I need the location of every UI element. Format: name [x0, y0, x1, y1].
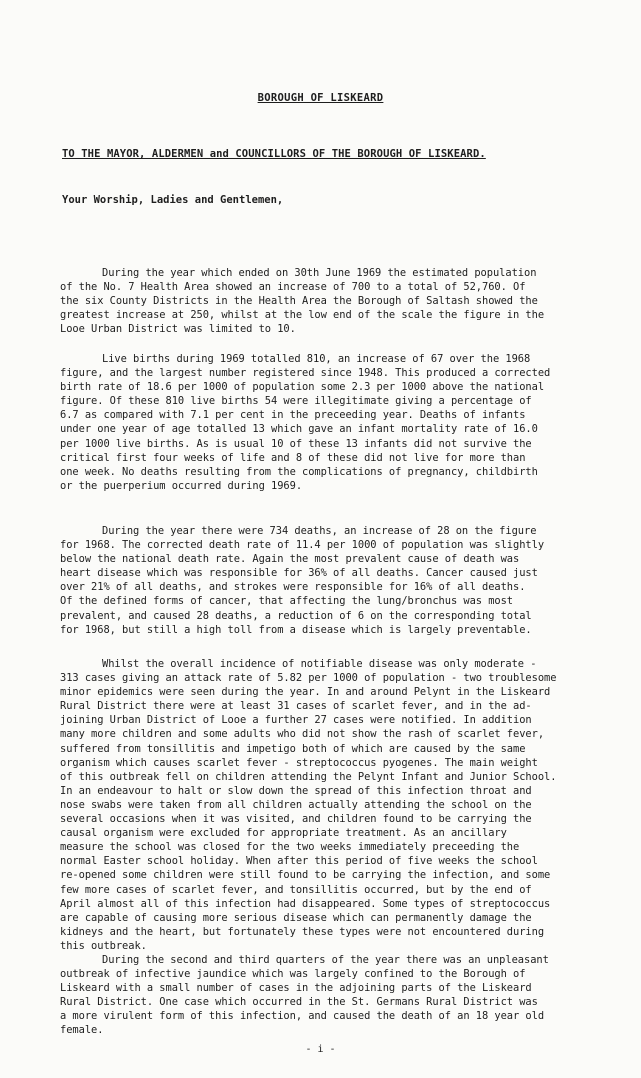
- text-line: In an endeavour to halt or slow down the spread of this infection throat and: [60, 784, 532, 797]
- text-line: normal Easter school holiday. When after this period of five weeks the school: [60, 855, 538, 868]
- text-line: female.: [60, 1024, 104, 1037]
- text-line: one week. No deaths resulting from the complications of pregnancy, childbirth: [60, 465, 538, 478]
- text-line: figure, and the largest number registered since 1948. This produced a corrected: [60, 367, 551, 380]
- text-line: over 21% of all deaths, and strokes were responsible for 16% of all deaths.: [60, 581, 526, 594]
- text-line: several occasions when it was visited, and children found to be carrying the: [60, 813, 532, 826]
- text-line: for 1968. The corrected death rate of 11.4 per 1000 of population was slightly: [60, 539, 545, 552]
- text-line: the six County Districts in the Health Area the Borough of Saltash showed the: [60, 295, 538, 308]
- text-line: few more cases of scarlet fever, and tonsillitis occurred, but by the end of: [60, 883, 532, 896]
- text-line: birth rate of 18.6 per 1000 of population some 2.3 per 1000 above the national: [60, 381, 545, 394]
- text-line: prevalent, and caused 28 deaths, a reduction of 6 on the corresponding total: [60, 609, 532, 622]
- salutation: Your Worship, Ladies and Gentlemen,: [62, 194, 284, 206]
- page-number: - i -: [305, 1044, 336, 1055]
- page-title: BOROUGH OF LISKEARD: [257, 92, 384, 104]
- text-line: suffered from tonsillitis and impetigo both of which are caused by the same: [60, 742, 526, 755]
- text-line: minor epidemics were seen during the year. In and around Pelynt in the Liskeard: [60, 686, 551, 699]
- text-line: per 1000 live births. As is usual 10 of these 13 infants did not survive the: [60, 437, 532, 450]
- text-line: greatest increase at 250, whilst at the low end of the scale the figure in the: [60, 309, 545, 322]
- text-line: figure. Of these 810 live births 54 were illegitimate giving a percentage of: [60, 395, 532, 408]
- text-line: During the year which ended on 30th June 1969 the estimated population: [102, 267, 537, 279]
- text-line: below the national death rate. Again the most prevalent cause of death was: [60, 553, 520, 566]
- text-line: Rural District. One case which occurred in the St. Germans Rural District was: [60, 996, 538, 1009]
- paragraph-notifiable-disease: [60, 657, 608, 953]
- paragraph-population: [60, 266, 608, 336]
- text-line: outbreak of infective jaundice which was largely confined to the Borough of: [60, 968, 526, 981]
- text-line: Liskeard with a small number of cases in the adjoining parts of the Liskeard: [60, 982, 532, 995]
- text-line: organism which causes scarlet fever - streptococcus pyogenes. The main weight: [60, 756, 538, 769]
- address-line: TO THE MAYOR, ALDERMEN and COUNCILLORS OF THE BOROUGH OF LISKEARD.: [62, 148, 486, 160]
- text-line: Rural District there were at least 31 cases of scarlet fever, and in the ad-: [60, 700, 532, 713]
- text-line: kidneys and the heart, but fortunately these types were not encountered during: [60, 925, 545, 938]
- text-line: measure the school was closed for the two weeks immediately preceeding the: [60, 841, 520, 854]
- paragraph-infective-jaundice: [60, 953, 608, 1038]
- paragraph-deaths: [60, 524, 608, 637]
- text-line: or the puerperium occurred during 1969.: [60, 479, 303, 492]
- text-line: critical first four weeks of life and 8 of these did not live for more than: [60, 451, 526, 464]
- text-line: April almost all of this infection had disappeared. Some types of streptococcus: [60, 897, 551, 910]
- text-line: During the second and third quarters of the year there was an unpleasant: [102, 954, 549, 966]
- text-line: 6.7 as compared with 7.1 per cent in the preceeding year. Deaths of infants: [60, 409, 526, 422]
- text-line: of this outbreak fell on children attending the Pelynt Infant and Junior School.: [60, 770, 557, 783]
- text-line: Whilst the overall incidence of notifiable disease was only moderate -: [102, 658, 537, 670]
- text-line: nose swabs were taken from all children actually attending the school on the: [60, 798, 532, 811]
- text-line: Of the defined forms of cancer, that affecting the lung/bronchus was most: [60, 595, 514, 608]
- text-line: of the No. 7 Health Area showed an increase of 700 to a total of 52,760. Of: [60, 281, 526, 294]
- text-line: Live births during 1969 totalled 810, an increase of 67 over the 1968: [102, 353, 531, 365]
- text-line: causal organism were excluded for appropriate treatment. As an ancillary: [60, 827, 507, 840]
- text-line: joining Urban District of Looe a further 27 cases were notified. In addition: [60, 714, 532, 727]
- text-line: heart disease which was responsible for 36% of all deaths. Cancer caused just: [60, 567, 538, 580]
- text-line: During the year there were 734 deaths, an increase of 28 on the figure: [102, 525, 537, 537]
- text-line: for 1968, but still a high toll from a disease which is largely preventable.: [60, 623, 532, 636]
- text-line: 313 cases giving an attack rate of 5.82 per 1000 of population - two troublesome: [60, 672, 557, 685]
- text-line: are capable of causing more serious disease which can permanently damage the: [60, 911, 532, 924]
- text-line: Looe Urban District was limited to 10.: [60, 323, 296, 336]
- text-line: re-opened some children were still found to be carrying the infection, and some: [60, 869, 551, 882]
- text-line: under one year of age totalled 13 which gave an infant mortality rate of 16.0: [60, 423, 538, 436]
- paragraph-live-births: [60, 352, 608, 493]
- text-line: many more children and some adults who did not show the rash of scarlet fever,: [60, 728, 545, 741]
- text-line: this outbreak.: [60, 939, 147, 952]
- text-line: a more virulent form of this infection, and caused the death of an 18 year old: [60, 1010, 545, 1023]
